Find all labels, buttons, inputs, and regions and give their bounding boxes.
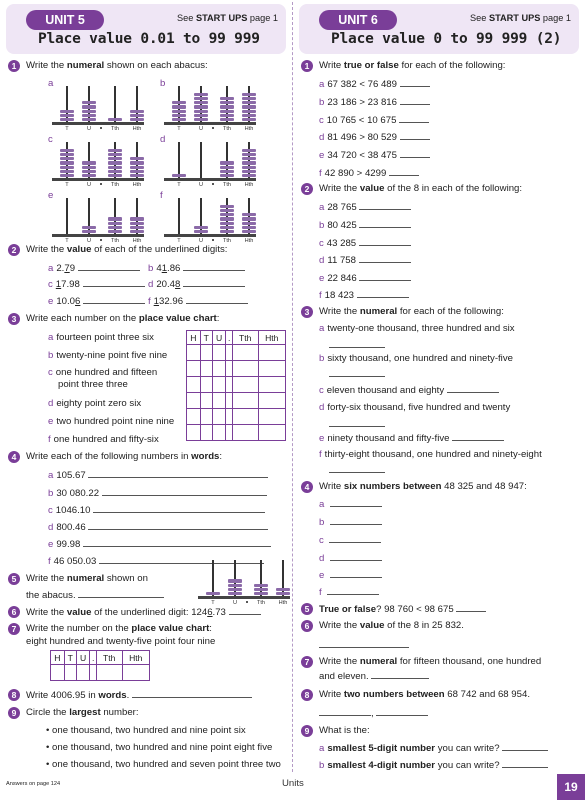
r-q2-item-f: f 18 423 (319, 289, 409, 302)
abacus-bead (220, 97, 234, 100)
abacus-column-label: Tth (222, 238, 232, 244)
see-reference: See START UPS page 1 (470, 13, 571, 23)
abacus-b (164, 84, 256, 136)
abacus-bead (82, 105, 96, 108)
r-q1-item-f: f 42 890 > 4299 (319, 167, 419, 180)
abacus-bead (130, 222, 144, 225)
abacus-bead (82, 110, 96, 113)
answer-line[interactable] (330, 516, 382, 525)
answer-line[interactable] (359, 237, 411, 246)
abacus-column-label: U (198, 182, 204, 188)
r-q3-item-e: e ninety thousand and fifty-five (319, 432, 504, 445)
q2-item-c: c 17.98 (48, 278, 145, 291)
abacus-bead (172, 105, 186, 108)
chart-row[interactable] (187, 393, 286, 409)
abacus-bead (242, 166, 256, 169)
unit-6-header (299, 4, 579, 54)
answer-line[interactable] (359, 201, 411, 210)
abacus-bead (60, 174, 74, 177)
answer-line[interactable] (229, 606, 261, 615)
answer-line[interactable] (447, 384, 499, 393)
abacus-bead (82, 170, 96, 173)
answer-line[interactable] (502, 759, 548, 768)
option-2[interactable]: • one thousand, two hundred and nine point eight five (46, 742, 273, 753)
abacus-bead (194, 105, 208, 108)
abacus-bead (220, 161, 234, 164)
answer-line[interactable] (102, 487, 267, 496)
abacus-bead (242, 157, 256, 160)
answer-line[interactable] (83, 295, 145, 304)
abacus-bead (242, 153, 256, 156)
unit-5-badge: UNIT 5 (26, 10, 104, 30)
abacus-column-label: T (177, 182, 181, 188)
abacus-label-a: a (48, 78, 54, 89)
abacus-bead (82, 174, 96, 177)
abacus-bead (108, 166, 122, 169)
answer-line[interactable] (319, 707, 371, 716)
abacus-bead (194, 114, 208, 117)
abacus-bead (172, 101, 186, 104)
r-q9-item-b: b smallest 4-digit number you can write? (319, 759, 548, 772)
option-3[interactable]: • one thousand, two hundred and seven point three two (46, 759, 281, 770)
unit-5-column: UNIT 5 See START UPS page 1 Place value 0.01 to 99 999 1 Write the numeral shown on each abacus: a b c d e f T U Tth Hth T U Tth Hth T U Tth Hth T U Tth Hth T U Tth Hth T U Tth Hth 2 Write the value of each of the underlined digits: a 2.79 b 41.86 c 17.98 d 20.48 e 10.06 f 132.96 3 Write each number on the place value chart: a fourteen point three six b twenty-nine point five nine c one hundred and fifteen point three three d eighty point zero six e two hundred point nine nine f one hundred and fifty-six H T U . Tth Hth 4 Write each of the following numbers in words: a 105.67 b 30 080.22 c 1046.10 d 800.46 e 99.98 f 46 050.03 5 Write the numeral shown on the abacus. T U Tth Hth 6 Write the value of the underlined digit: 1246.73 7 Write the number on the place value chart: eight hundred and twenty-five point four nine H T U . Tth Hth 8 Write 4006.95 in words. 9 Circle the largest number: • one thousand, two hundred and nine point six • one thousand, two hundred and nine point eight five • one thousand, two hundred and seven point three two (0, 0, 292, 772)
r-q4-item-d: d (319, 552, 382, 565)
abacus-bead (108, 149, 122, 152)
abacus-column-label: Tth (222, 126, 232, 132)
q4-item-e: e 99.98 (48, 538, 271, 551)
abacus-decimal-point (100, 183, 102, 185)
abacus-rod (178, 198, 179, 234)
abacus-d (164, 140, 256, 192)
abacus-column-label: Hth (132, 238, 142, 244)
q3-item-c-cont: point three three (58, 379, 128, 390)
abacus-column-label: T (177, 126, 181, 132)
abacus-column-label: T (177, 238, 181, 244)
abacus-bead (82, 226, 96, 229)
abacus-bead (220, 209, 234, 212)
r-q4-item-f: f (319, 586, 379, 599)
question-number: 1 (8, 60, 20, 72)
abacus-bead (60, 149, 74, 152)
abacus-bead (220, 118, 234, 121)
abacus-base (164, 178, 256, 181)
abacus-bead (172, 114, 186, 117)
chart-row[interactable] (187, 409, 286, 425)
abacus-bead (82, 114, 96, 117)
abacus-bead (60, 157, 74, 160)
answer-line[interactable] (400, 149, 430, 158)
abacus-decimal-point (100, 127, 102, 129)
answer-line[interactable] (88, 521, 268, 530)
r-q2-item-a: a 28 765 (319, 201, 411, 214)
abacus-bead (130, 114, 144, 117)
abacus-label-c: c (48, 134, 53, 145)
q4-item-a: a 105.67 (48, 469, 268, 482)
place-value-chart-q7 (50, 650, 150, 681)
abacus-bead (242, 118, 256, 121)
abacus-c (52, 140, 144, 192)
abacus-bead (242, 149, 256, 152)
page-footer (0, 772, 585, 800)
place-value-chart (186, 330, 286, 441)
answer-line[interactable] (330, 498, 382, 507)
r-q1-item-c: c 10 765 < 10 675 (319, 114, 429, 127)
abacus-bead (220, 170, 234, 173)
abacus-bead (172, 118, 186, 121)
abacus-decimal-point (246, 601, 248, 603)
r-q1-item-b: b 23 186 > 23 816 (319, 96, 430, 109)
abacus-bead (194, 118, 208, 121)
abacus-column-label: U (232, 600, 238, 606)
abacus-a (52, 84, 144, 136)
abacus-bead (242, 105, 256, 108)
answer-line[interactable] (132, 689, 252, 698)
unit-6-badge: UNIT 6 (319, 10, 397, 30)
r-q1-item-d: d 81 496 > 80 529 (319, 131, 430, 144)
abacus-column-label: U (198, 126, 204, 132)
abacus-bead (228, 584, 242, 587)
abacus-base (164, 234, 256, 237)
answer-line[interactable] (327, 586, 379, 595)
q3-item-f: f one hundred and fifty-six (48, 434, 159, 445)
abacus-bead (242, 230, 256, 233)
abacus-bead (220, 105, 234, 108)
abacus-bead (242, 217, 256, 220)
abacus-bead (108, 174, 122, 177)
abacus-bead (276, 592, 290, 595)
abacus-bead (172, 110, 186, 113)
answer-line[interactable] (319, 639, 409, 648)
abacus-bead (108, 118, 122, 121)
answer-line[interactable] (502, 742, 548, 751)
r-q3-item-c: c eleven thousand and eighty (319, 384, 499, 397)
abacus-f (164, 196, 256, 248)
answer-line[interactable] (329, 418, 385, 427)
abacus-bead (194, 230, 208, 233)
q4-item-f: f 46 050.03 (48, 555, 264, 568)
abacus-base (198, 596, 290, 599)
abacus-bead (220, 110, 234, 113)
abacus-bead (194, 101, 208, 104)
r-q3-item-f: f thirty-eight thousand, one hundred and ninety-eight (319, 449, 542, 460)
answer-line[interactable] (78, 589, 164, 598)
answer-line[interactable] (400, 96, 430, 105)
abacus-bead (242, 114, 256, 117)
abacus-bead (228, 579, 242, 582)
chart-row[interactable] (187, 345, 286, 361)
abacus-bead (130, 174, 144, 177)
abacus-bead (60, 166, 74, 169)
abacus-bead (82, 118, 96, 121)
abacus-bead (130, 118, 144, 121)
r-q7-line2: and eleven. (319, 670, 429, 683)
abacus-q5 (198, 558, 290, 610)
abacus-column-label: Tth (222, 182, 232, 188)
abacus-rod (66, 198, 67, 234)
abacus-decimal-point (212, 239, 214, 241)
abacus-bead (194, 93, 208, 96)
q2-item-f: f 132.96 (148, 295, 248, 308)
answer-line[interactable] (78, 262, 140, 271)
abacus-column-label: Hth (278, 600, 288, 606)
r-q2-item-e: e 22 846 (319, 272, 411, 285)
answer-line[interactable] (329, 464, 385, 473)
abacus-bead (206, 592, 220, 595)
abacus-bead (220, 213, 234, 216)
q4-item-c: c 1046.10 (48, 504, 265, 517)
answer-line[interactable] (452, 432, 504, 441)
abacus-bead (242, 174, 256, 177)
abacus-bead (276, 588, 290, 591)
unit-5-header (6, 4, 286, 54)
abacus-bead (228, 588, 242, 591)
abacus-bead (254, 592, 268, 595)
abacus-bead (242, 170, 256, 173)
abacus-bead (82, 161, 96, 164)
abacus-bead (60, 161, 74, 164)
abacus-bead (242, 222, 256, 225)
abacus-bead (242, 110, 256, 113)
answer-line[interactable] (359, 272, 411, 281)
r-q3-item-a: a twenty-one thousand, three hundred and six (319, 323, 515, 334)
r-q2-item-b: b 80 425 (319, 219, 411, 232)
abacus-bead (220, 222, 234, 225)
abacus-column-label: U (86, 182, 92, 188)
abacus-label-d: d (160, 134, 166, 145)
abacus-bead (254, 588, 268, 591)
r-q2-item-c: c 43 285 (319, 237, 411, 250)
abacus-bead (82, 166, 96, 169)
q3-item-b: b twenty-nine point five nine (48, 350, 168, 361)
abacus-bead (108, 230, 122, 233)
abacus-base (164, 122, 256, 125)
abacus-column-label: U (198, 238, 204, 244)
q5-line2: the abacus. (26, 589, 164, 602)
r-q9-item-a: a smallest 5-digit number you can write? (319, 742, 548, 755)
q2-item-a: a 2.79 (48, 262, 140, 275)
abacus-bead (82, 101, 96, 104)
q2-item-d: d 20.48 (148, 278, 245, 291)
r-q4-item-e: e (319, 569, 382, 582)
answer-line[interactable] (400, 78, 430, 87)
abacus-bead (194, 97, 208, 100)
abacus-label-f: f (160, 190, 163, 201)
abacus-bead (220, 230, 234, 233)
abacus-column-label: Hth (244, 126, 254, 132)
chart-header-row: H T U . Tth Hth (51, 651, 150, 665)
abacus-bead (108, 222, 122, 225)
abacus-bead (108, 153, 122, 156)
chart-header-row: H T U . Tth Hth (187, 331, 286, 345)
answer-line[interactable] (93, 504, 265, 513)
answer-line[interactable] (183, 278, 245, 287)
abacus-bead (172, 174, 186, 177)
unit-6-title: Place value 0 to 99 999 (2) (331, 31, 562, 47)
abacus-decimal-point (212, 183, 214, 185)
abacus-column-label: Tth (110, 126, 120, 132)
abacus-base (52, 234, 144, 237)
chart-row[interactable] (187, 377, 286, 393)
abacus-bead (130, 161, 144, 164)
answer-line[interactable] (330, 552, 382, 561)
abacus-e (52, 196, 144, 248)
abacus-bead (194, 226, 208, 229)
answer-line[interactable] (329, 368, 385, 377)
abacus-bead (242, 101, 256, 104)
abacus-bead (108, 161, 122, 164)
q2-item-b: b 41.86 (148, 262, 245, 275)
abacus-column-label: T (65, 126, 69, 132)
abacus-column-label: Tth (110, 182, 120, 188)
abacus-column-label: U (86, 126, 92, 132)
answer-line[interactable] (399, 114, 429, 123)
abacus-column-label: Tth (110, 238, 120, 244)
answer-line[interactable] (186, 295, 248, 304)
q4-item-b: b 30 080.22 (48, 487, 267, 500)
abacus-rod (178, 142, 179, 178)
abacus-bead (220, 166, 234, 169)
abacus-bead (242, 213, 256, 216)
abacus-bead (220, 174, 234, 177)
r-q4-item-a: a (319, 498, 382, 511)
answer-line[interactable] (400, 131, 430, 140)
abacus-bead (228, 592, 242, 595)
abacus-column-label: Hth (244, 238, 254, 244)
unit-5-title: Place value 0.01 to 99 999 (38, 31, 260, 47)
abacus-bead (220, 217, 234, 220)
abacus-column-label: Tth (256, 600, 266, 606)
answer-line[interactable] (88, 469, 268, 478)
abacus-bead (194, 110, 208, 113)
abacus-bead (108, 226, 122, 229)
abacus-bead (108, 217, 122, 220)
abacus-bead (60, 153, 74, 156)
page-number: 19 (557, 774, 585, 800)
option-1[interactable]: • one thousand, two hundred and nine point six (46, 725, 246, 736)
abacus-bead (60, 170, 74, 173)
abacus-bead (242, 97, 256, 100)
answer-line[interactable] (183, 262, 245, 271)
abacus-rod (200, 142, 201, 178)
abacus-label-e: e (48, 190, 54, 201)
r-q3-item-b: b sixty thousand, one hundred and ninety-five (319, 353, 513, 364)
r-q1-item-a: a 67 382 < 76 489 (319, 78, 430, 91)
abacus-rod (212, 560, 213, 596)
chart-row[interactable] (187, 425, 286, 441)
r-q2-item-d: d 11 758 (319, 254, 411, 267)
answer-line[interactable] (359, 254, 411, 263)
answer-line[interactable] (389, 167, 419, 176)
q2-item-e: e 10.06 (48, 295, 145, 308)
abacus-base (52, 122, 144, 125)
abacus-column-label: U (86, 238, 92, 244)
see-reference: See START UPS page 1 (177, 13, 278, 23)
abacus-bead (60, 110, 74, 113)
abacus-label-b: b (160, 78, 166, 89)
q3-item-d: d eighty point zero six (48, 398, 142, 409)
abacus-bead (130, 166, 144, 169)
abacus-column-label: Hth (132, 182, 142, 188)
q3-item-e: e two hundred point nine nine (48, 416, 175, 427)
abacus-bead (220, 226, 234, 229)
abacus-bead (108, 157, 122, 160)
abacus-bead (220, 205, 234, 208)
abacus-bead (254, 584, 268, 587)
answer-line[interactable] (359, 219, 411, 228)
answer-line[interactable] (357, 289, 409, 298)
answers-reference: Answers on page 124 (6, 781, 61, 787)
abacus-bead (130, 217, 144, 220)
abacus-decimal-point (100, 239, 102, 241)
abacus-bead (130, 230, 144, 233)
answer-line[interactable] (329, 534, 381, 543)
answer-line[interactable] (329, 339, 385, 348)
abacus-column-label: T (211, 600, 215, 606)
abacus-bead (108, 170, 122, 173)
abacus-bead (130, 157, 144, 160)
abacus-bead (220, 101, 234, 104)
abacus-bead (60, 114, 74, 117)
abacus-bead (242, 93, 256, 96)
answer-line[interactable] (456, 603, 486, 612)
abacus-column-label: T (65, 238, 69, 244)
abacus-bead (82, 230, 96, 233)
abacus-bead (130, 170, 144, 173)
abacus-bead (130, 110, 144, 113)
chart-row[interactable] (187, 361, 286, 377)
answer-line[interactable] (371, 670, 429, 679)
q7-line2: eight hundred and twenty-five point four nine (26, 636, 216, 647)
unit-6-column: UNIT 6 See START UPS page 1 Place value 0 to 99 999 (2) 1 Write true or false for each of the following: a 67 382 < 76 489 b 23 186 > 23 816 c 10 765 < 10 675 d 81 496 > 80 529 e 34 720 < 38 475 f 42 890 > 4299 2 Write the value of the 8 in each of the following: a 28 765 b 80 425 c 43 285 d 11 758 e 22 846 f 18 423 3 Write the numeral for each of the following: a twenty-one thousand, three hundred and six b sixty thousand, one hundred and ninety-five c eleven thousand and eighty d forty-six thousand, five hundred and twenty e ninety thousand and fifty-five f thirty-eight thousand, one hundred and ninety-eight 4 Write six numbers between 48 325 and 48 947: a b c d e f 5 True or false? 98 760 < 98 675 6 Write the value of the 8 in 25 832. 7 Write the numeral for fifteen thousand, one hundred and eleven. 8 Write two numbers between 68 742 and 68 954. , 9 What is the: a smallest 5-digit number you can write? b smallest 4-digit number you can write? (293, 0, 585, 772)
abacus-column-label: Hth (244, 182, 254, 188)
r-q3-item-d: d forty-six thousand, five hundred and twenty (319, 402, 511, 413)
abacus-bead (242, 226, 256, 229)
r-q4-item-c: c (319, 534, 381, 547)
abacus-base (52, 178, 144, 181)
q4-item-d: d 800.46 (48, 521, 268, 534)
q3-item-a: a fourteen point three six (48, 332, 154, 343)
abacus-column-label: Hth (132, 126, 142, 132)
answer-line[interactable] (83, 538, 271, 547)
abacus-rod (114, 86, 115, 122)
q3-item-c: c one hundred and fifteen (48, 367, 158, 378)
footer-section: Units (282, 778, 304, 789)
answer-line[interactable] (330, 569, 382, 578)
abacus-decimal-point (212, 127, 214, 129)
abacus-bead (242, 161, 256, 164)
answer-line[interactable] (83, 278, 145, 287)
abacus-bead (60, 118, 74, 121)
r-q1-item-e: e 34 720 < 38 475 (319, 149, 430, 162)
abacus-bead (220, 114, 234, 117)
r-q4-item-b: b (319, 516, 382, 529)
abacus-bead (130, 226, 144, 229)
abacus-column-label: T (65, 182, 69, 188)
chart-row[interactable] (51, 665, 150, 681)
answer-line[interactable] (376, 707, 428, 716)
